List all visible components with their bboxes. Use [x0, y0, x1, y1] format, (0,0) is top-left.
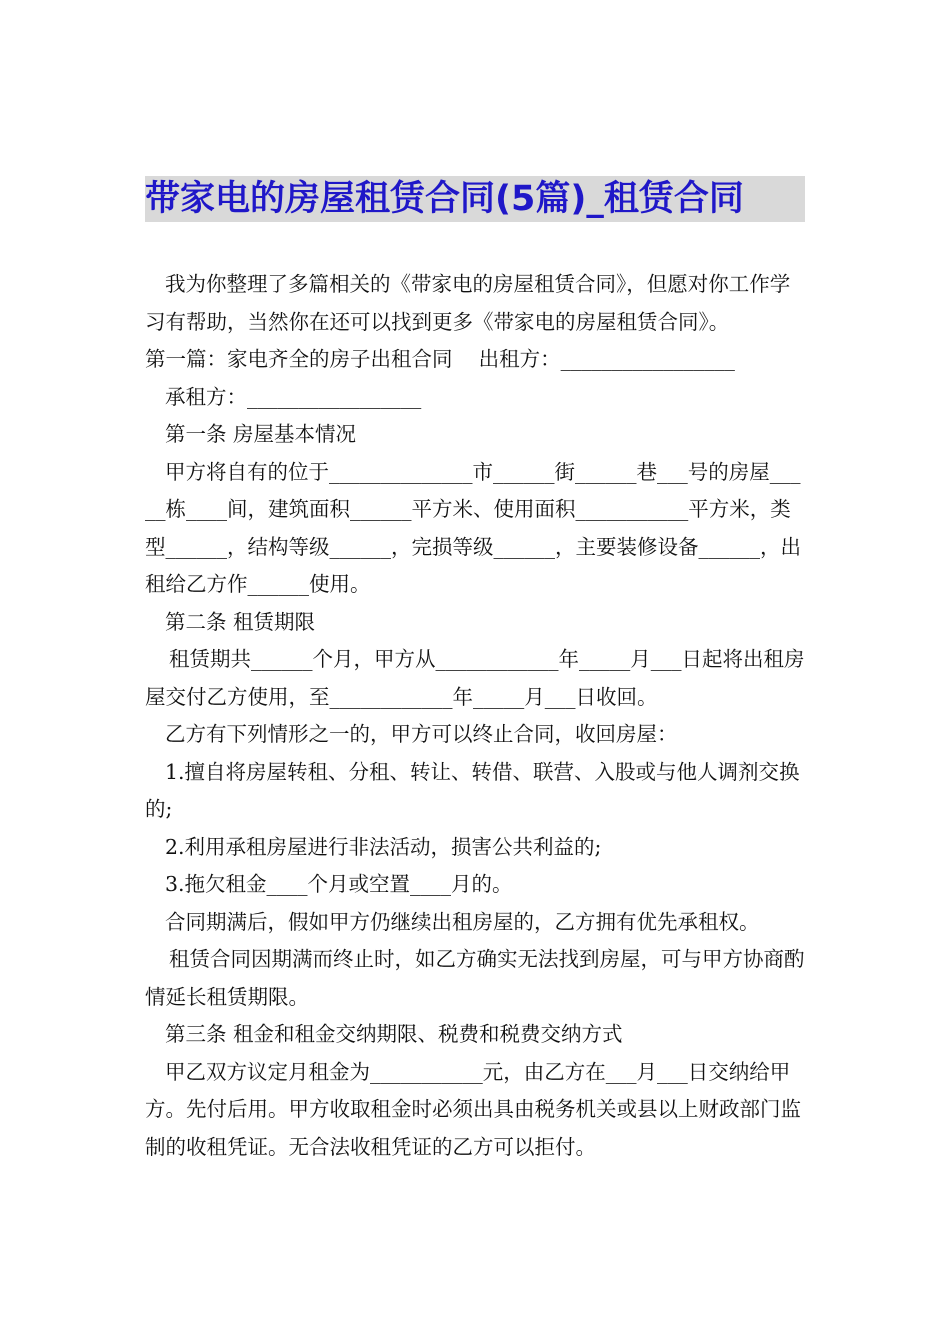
article-3-body: 甲乙双方议定月租金为___________元，由乙方在___月___日交纳给甲方。先付后用。甲方收取租金时必须出具由税务机关或县以上财政部门监制的收租凭证。无合法收租凭证的乙方可以拒付。	[145, 1059, 801, 1159]
renewal-paragraph: 合同期满后，假如甲方仍继续出租房屋的，乙方拥有优先承租权。	[165, 909, 760, 934]
article-1-heading: 第一条 房屋基本情况	[165, 422, 357, 446]
article-2-body: 租赁期共______个月，甲方从____________年_____月___日起将出租房屋交付乙方使用，至____________年_____月___日收回。	[145, 647, 805, 709]
article-1-body: 甲方将自有的位于______________市______街______巷___号的房屋_____栋____间，建筑面积______平方米、使用面积___________平方米，类型______，结构等级______，完损等级______，主要装修设备______，出租给乙方作______使用。	[145, 459, 801, 596]
part-one-heading-line: 第一篇：家电齐全的房子出租合同 出租方：_________________	[145, 347, 735, 371]
intro-paragraph: 我为你整理了多篇相关的《带家电的房屋租赁合同》，但愿对你工作学习有帮助，当然你在还可以找到更多《带家电的房屋租赁合同》。	[145, 272, 791, 334]
termination-item-3: 3.拖欠租金____个月或空置____月的。	[165, 872, 513, 896]
article-3-heading: 第三条 租金和租金交纳期限、税费和税费交纳方式	[165, 1022, 623, 1046]
termination-item-2: 2.利用承租房屋进行非法活动，损害公共利益的;	[165, 834, 602, 859]
article-2-heading: 第二条 租赁期限	[165, 609, 316, 634]
termination-item-1: 1.擅自将房屋转租、分租、转让、转借、联营、入股或与他人调剂交换的;	[145, 759, 800, 821]
document-title: 带家电的房屋租赁合同(5篇)_租赁合同	[145, 176, 805, 222]
termination-intro: 乙方有下列情形之一的，甲方可以终止合同，收回房屋：	[165, 722, 678, 746]
lessee-line: 承租方：_________________	[165, 384, 422, 409]
document-body	[145, 266, 810, 1166]
extension-paragraph: 租赁合同因期满而终止时，如乙方确实无法找到房屋，可与甲方协商酌情延长租赁期限。	[145, 947, 805, 1009]
